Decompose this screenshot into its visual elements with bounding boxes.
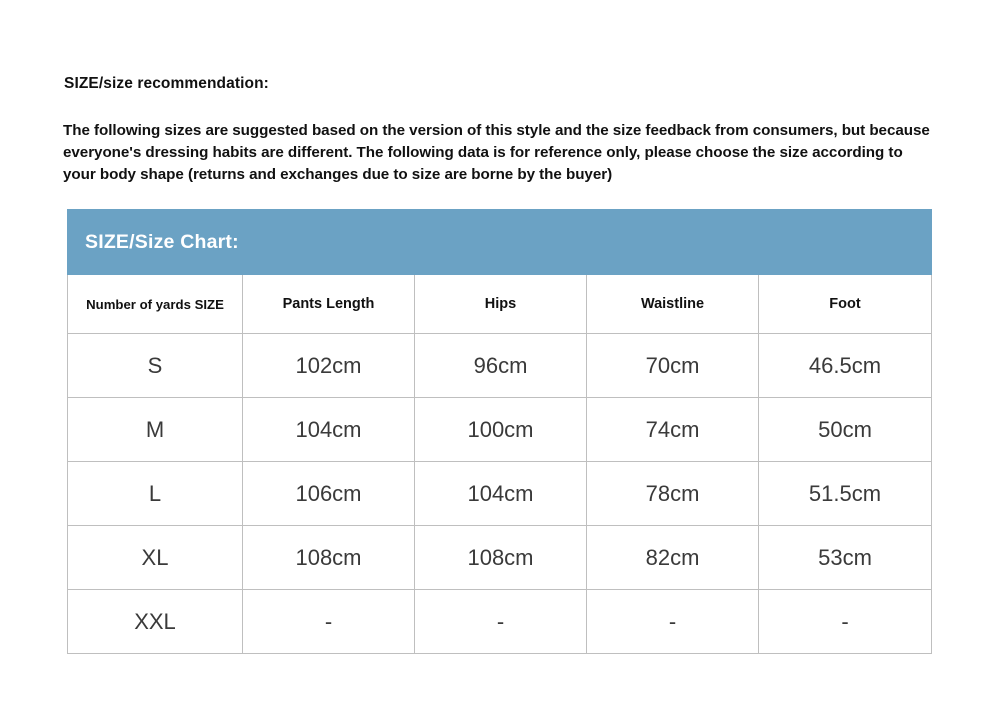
cell-foot: 50cm [759,398,932,462]
chart-title-row [68,210,932,275]
cell-hips: 100cm [415,398,587,462]
size-chart-table [67,209,932,654]
cell-hips: 108cm [415,526,587,590]
cell-size: XL [68,526,243,590]
page-title: SIZE/size recommendation: [64,75,269,92]
cell-pants-length: 108cm [243,526,415,590]
table-row [68,398,932,462]
cell-hips: 104cm [415,462,587,526]
column-header-hips: Hips [415,275,587,334]
cell-waistline: 74cm [587,398,759,462]
cell-foot: - [759,590,932,654]
cell-foot: 46.5cm [759,334,932,398]
cell-hips: 96cm [415,334,587,398]
cell-foot: 53cm [759,526,932,590]
cell-size: S [68,334,243,398]
intro-paragraph: The following sizes are suggested based on the version of this style and the size feedback from consumers, but because everyone's dressing habits are different. The following data is for reference only, please choose the size according to your body shape (returns and exchanges due to size are borne by the buyer) [63,122,930,184]
cell-size: XXL [68,590,243,654]
table-row [68,526,932,590]
cell-waistline: 82cm [587,526,759,590]
column-header-size: Number of yards SIZE [68,275,243,334]
cell-waistline: 70cm [587,334,759,398]
cell-pants-length: 102cm [243,334,415,398]
size-chart-container [67,209,931,654]
cell-foot: 51.5cm [759,462,932,526]
column-header-waistline: Waistline [587,275,759,334]
cell-pants-length: 106cm [243,462,415,526]
cell-size: L [68,462,243,526]
cell-waistline: - [587,590,759,654]
cell-pants-length: 104cm [243,398,415,462]
column-header-foot: Foot [759,275,932,334]
table-row [68,334,932,398]
cell-waistline: 78cm [587,462,759,526]
chart-title-label: SIZE/Size Chart: [85,230,239,253]
cell-hips: - [415,590,587,654]
cell-pants-length: - [243,590,415,654]
cell-size: M [68,398,243,462]
table-header-row [68,275,932,334]
table-row [68,462,932,526]
table-row [68,590,932,654]
chart-title-cell [68,210,932,275]
column-header-pants-length: Pants Length [243,275,415,334]
